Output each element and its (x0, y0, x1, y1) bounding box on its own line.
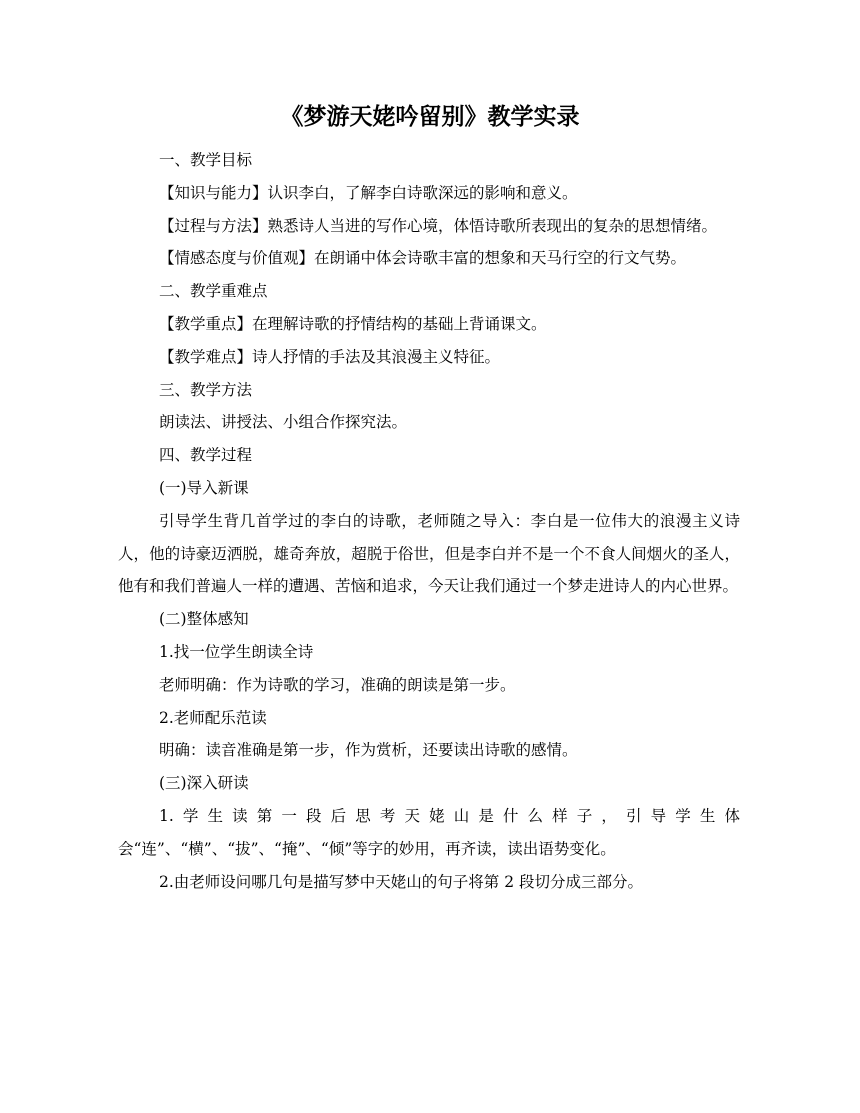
paragraph-key-point: 【教学重点】在理解诗歌的抒情结构的基础上背诵课文。 (159, 314, 547, 333)
section-heading-methods: 三、教学方法 (159, 380, 253, 399)
paragraph-introduction: 引导学生背几首学过的李白的诗歌，老师随之导入：李白是一位伟大的浪漫主义诗人，他的诗豪迈洒脱，雄奇奔放，超脱于俗世，但是李白并不是一个不食人间烟火的圣人，他有和我们普遍人一样的遭遇、苦恼和追求，今天让我们通过一个梦走进诗人的内心世界。 (118, 511, 740, 596)
paragraph-process-method: 【过程与方法】熟悉诗人当进的写作心境，体悟诗歌所表现出的复杂的思想情绪。 (159, 216, 718, 235)
paragraph-attitude-values: 【情感态度与价值观】在朗诵中体会诗歌丰富的想象和天马行空的行文气势。 (159, 249, 687, 268)
subheading-introduction: (一)导入新课 (159, 478, 249, 497)
subheading-in-depth-reading: (三)深入研读 (159, 774, 249, 793)
paragraph-difficult-point: 【教学难点】诗人抒情的手法及其浪漫主义特征。 (159, 347, 501, 366)
list-item-reading-2: 2.由老师设问哪几句是描写梦中天姥山的句子将第 2 段切分成三部分。 (159, 872, 644, 891)
paragraph-clarify: 明确：读音准确是第一步，作为赏析，还要读出诗歌的感情。 (159, 741, 578, 760)
section-heading-process: 四、教学过程 (159, 446, 253, 465)
subheading-overall-perception: (二)整体感知 (159, 610, 249, 629)
section-heading-key-points: 二、教学重难点 (159, 282, 268, 301)
paragraph-teacher-clarify: 老师明确：作为诗歌的学习，准确的朗读是第一步。 (159, 675, 516, 694)
document-body (118, 144, 740, 898)
paragraph-methods: 朗读法、讲授法、小组合作探究法。 (159, 413, 408, 432)
document-title: 《梦游天姥吟留别》教学实录 (280, 103, 580, 130)
paragraph-knowledge-ability: 【知识与能力】认识李白，了解李白诗歌深远的影响和意义。 (159, 183, 578, 202)
list-item-step-1: 1.找一位学生朗读全诗 (159, 642, 314, 661)
list-item-step-2: 2.老师配乐范读 (159, 708, 267, 727)
section-heading-objectives: 一、教学目标 (159, 151, 253, 169)
list-item-reading-1: 1.学生读第一段后思考天姥山是什么样子，引导学生体会“连”、“横”、“拔”、“掩”、“倾”等字的妙用，再齐读，读出语势变化。 (118, 806, 740, 858)
